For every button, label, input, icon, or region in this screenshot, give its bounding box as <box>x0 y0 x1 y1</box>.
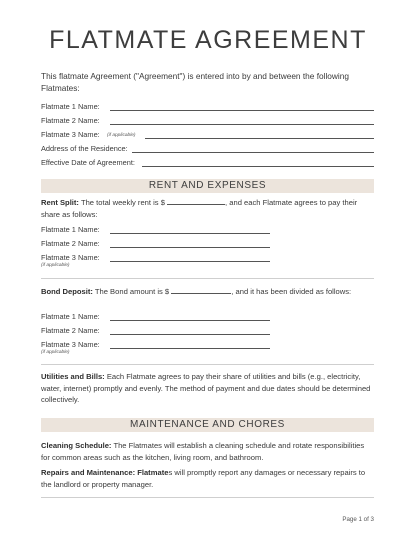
repairs-text: s will promptly report any damages or necessary repairs to the landlord or property manager. <box>41 468 366 489</box>
rent-flatmate3-label: Flatmate 3 Name: <box>41 253 100 262</box>
rent-flatmate1-field[interactable] <box>110 233 270 234</box>
address-label: Address of the Residence: <box>41 144 128 153</box>
rent-split-text-before: The total weekly rent is $ <box>78 198 168 207</box>
rent-flatmate2-field[interactable] <box>110 247 270 248</box>
repairs-paragraph <box>41 467 374 490</box>
flatmate2-label: Flatmate 2 Name: <box>41 116 100 125</box>
bond-paragraph <box>41 286 374 298</box>
rent-split-text-after: , and each Flatmate agrees to pay their share as follows: <box>41 198 358 219</box>
rent-flatmate3-field[interactable] <box>110 261 270 262</box>
bond-flatmate2-row <box>41 325 271 336</box>
page-title: FLATMATE AGREEMENT <box>49 26 367 54</box>
bond-flatmate2-field[interactable] <box>110 334 270 335</box>
divider <box>41 278 374 279</box>
bond-text-before: The Bond amount is $ <box>92 287 172 296</box>
bond-flatmate3-field[interactable] <box>110 348 270 349</box>
utilities-paragraph <box>41 371 374 406</box>
rent-flatmate2-label: Flatmate 2 Name: <box>41 239 100 248</box>
bond-flatmate2-label: Flatmate 2 Name: <box>41 326 100 335</box>
flatmate3-if-applicable-note: (if applicable) <box>107 133 136 138</box>
bond-text-after: , and it has been divided as follows: <box>231 287 352 296</box>
effective-date-row <box>41 157 374 168</box>
bond-flatmate3-label: Flatmate 3 Name: <box>41 340 100 349</box>
rent-split-paragraph <box>41 197 374 220</box>
bond-amount-field[interactable] <box>171 286 231 294</box>
bond-flatmate3-if-applicable-note: (if applicable) <box>41 350 70 355</box>
flatmate1-label: Flatmate 1 Name: <box>41 102 100 111</box>
intro-paragraph: This flatmate Agreement ("Agreement") is entered into by and between the following Flatmates: <box>41 71 349 93</box>
flatmate1-field[interactable] <box>110 110 374 111</box>
bond-flatmate3-row <box>41 339 271 350</box>
rent-flatmate1-row <box>41 224 271 235</box>
flatmate2-row <box>41 115 374 126</box>
divider <box>41 497 374 498</box>
rent-flatmate3-row <box>41 252 271 263</box>
flatmate3-label: Flatmate 3 Name: <box>41 130 100 139</box>
utilities-heading: Utilities and Bills: <box>41 372 105 381</box>
repairs-heading: Repairs and Maintenance: Flatmate <box>41 468 169 477</box>
effective-date-field[interactable] <box>142 166 374 167</box>
flatmate3-field[interactable] <box>145 138 374 139</box>
rent-flatmate2-row <box>41 238 271 249</box>
cleaning-paragraph <box>41 440 374 463</box>
bond-flatmate1-label: Flatmate 1 Name: <box>41 312 100 321</box>
maintenance-chores-title: MAINTENANCE AND CHORES <box>130 419 285 430</box>
page-number: Page 1 of 3 <box>342 516 374 523</box>
bond-flatmate1-row <box>41 311 271 322</box>
effective-date-label: Effective Date of Agreement: <box>41 158 135 167</box>
weekly-rent-field[interactable] <box>167 197 225 205</box>
flatmate2-field[interactable] <box>110 124 374 125</box>
bond-flatmate1-field[interactable] <box>110 320 270 321</box>
rent-expenses-title: RENT AND EXPENSES <box>148 180 267 191</box>
flatmate1-row <box>41 101 374 112</box>
rent-split-heading: Rent Split: <box>41 198 79 207</box>
cleaning-text: The Flatmates will establish a cleaning schedule and rotate responsibilities for common areas such as the kitchen, living room, and bathroom. <box>41 441 365 462</box>
bond-heading: Bond Deposit: <box>41 287 93 296</box>
rent-expenses-header <box>41 179 374 193</box>
rent-flatmate3-if-applicable-note: (if applicable) <box>41 263 70 268</box>
rent-flatmate1-label: Flatmate 1 Name: <box>41 225 100 234</box>
utilities-text: Each Flatmate agrees to pay their share of utilities and bills (e.g., electricity, water, internet) promptly and evenly. The method of payment and due dates should be determined collectively. <box>41 372 371 404</box>
address-field[interactable] <box>132 152 374 153</box>
maintenance-chores-header <box>41 418 374 432</box>
address-row <box>41 143 374 154</box>
flatmate3-row <box>41 129 374 140</box>
divider <box>41 364 374 365</box>
cleaning-heading: Cleaning Schedule: <box>41 441 112 450</box>
